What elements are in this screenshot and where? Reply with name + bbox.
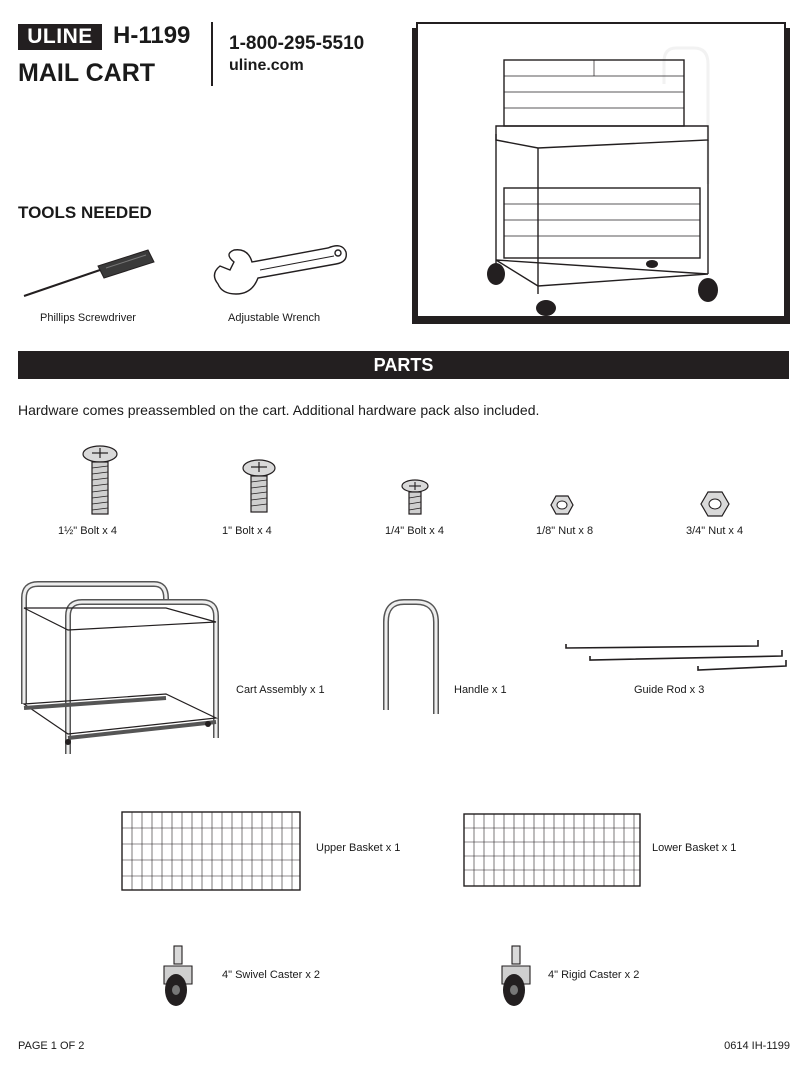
hardware-caption: 1/8" Nut x 8: [536, 525, 594, 537]
hardware-caption: 1" Bolt x 4: [222, 525, 272, 537]
header-divider: [211, 22, 213, 86]
bolt-icon: [240, 458, 278, 514]
nut-icon: [550, 494, 574, 516]
hardware-caption: 1/4" Bolt x 4: [385, 525, 444, 537]
component-caption-guide-rod: Guide Rod x 3: [634, 684, 705, 696]
swivel-caster-icon: [158, 944, 198, 1008]
brand-logo: ULINE: [18, 24, 102, 50]
tool-caption-screwdriver: Phillips Screwdriver: [40, 312, 136, 324]
parts-heading: PARTS: [18, 351, 789, 379]
basket-icon: [118, 808, 304, 896]
tools-heading: TOOLS NEEDED: [18, 203, 152, 222]
website: uline.com: [229, 57, 304, 74]
component-caption-swivel-caster: 4" Swivel Caster x 2: [222, 969, 321, 981]
phone-number: 1-800-295-5510: [229, 33, 365, 54]
component-caption-rigid-caster: 4" Rigid Caster x 2: [548, 969, 640, 981]
assembled-cart-illustration: [416, 22, 786, 318]
wrench-icon: [208, 240, 352, 304]
component-caption-lower-basket: Lower Basket x 1: [652, 842, 737, 854]
nut-icon: [700, 490, 730, 518]
parts-intro-text: Hardware comes preassembled on the cart. Additional hardware pack also included.: [18, 402, 540, 418]
document-code: 0614 IH-1199: [724, 1040, 790, 1052]
cart-frame-icon: [18, 578, 222, 760]
basket-icon: [460, 810, 644, 890]
hardware-caption: 1½" Bolt x 4: [58, 525, 117, 537]
handle-icon: [380, 594, 442, 716]
hardware-caption: 3/4" Nut x 4: [686, 525, 744, 537]
tool-caption-wrench: Adjustable Wrench: [228, 312, 321, 324]
guide-rod-icon: [562, 634, 790, 674]
component-caption-cart: Cart Assembly x 1: [236, 684, 325, 696]
page-title: MAIL CART: [18, 59, 156, 87]
rigid-caster-icon: [498, 944, 538, 1008]
component-caption-upper-basket: Upper Basket x 1: [316, 842, 401, 854]
screwdriver-icon: [18, 244, 158, 302]
bolt-icon: [80, 444, 120, 516]
model-number: H-1199: [113, 22, 191, 49]
page-number: PAGE 1 OF 2: [18, 1040, 85, 1052]
bolt-icon: [400, 478, 430, 516]
component-caption-handle: Handle x 1: [454, 684, 507, 696]
